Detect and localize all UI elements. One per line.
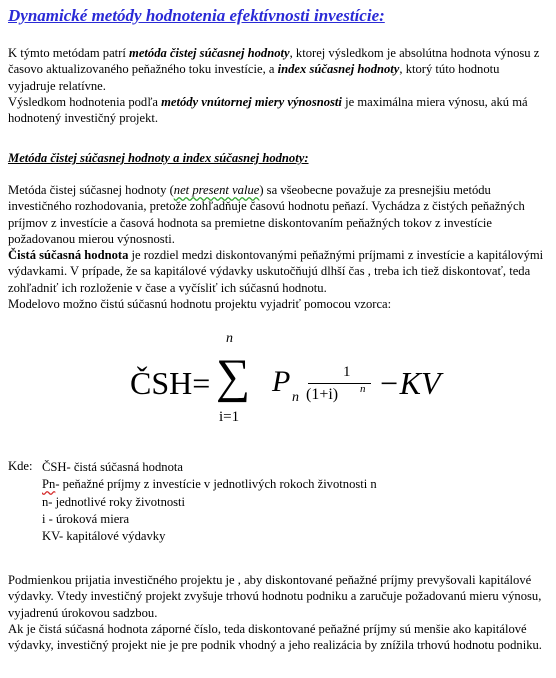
section-heading: Metóda čistej súčasnej hodnoty a index súčasnej hodnoty: bbox=[8, 151, 309, 165]
intro-paragraph-2 bbox=[8, 94, 543, 127]
legend-label: Kde: bbox=[8, 459, 33, 473]
term-npv: Čistá súčasná hodnota bbox=[8, 248, 129, 263]
section-paragraph-1 bbox=[8, 182, 548, 247]
section-text: je rozdiel medzi diskontovanými peňažnými príjmami z investície a kapitálovými výdavkami. V prípade, že sa kapitálové výdavky uskutočňujú dlhší čas , treba ich tiež diskontovať, teda zohľadniť ich rozloženie v čase a vyčísliť ich súčasnú hodnotu. bbox=[8, 248, 544, 295]
sum-upper-limit: n bbox=[226, 331, 233, 346]
conclusion-block bbox=[8, 572, 548, 653]
section-block bbox=[8, 182, 548, 312]
sum-lower-limit: i=1 bbox=[219, 409, 240, 425]
legend-item: Pn- peňažné príjmy z investície v jednotlivých rokoch životnosti n bbox=[42, 477, 377, 492]
conclusion-paragraph-1: Podmienkou prijatia investičného projektu je , aby diskontované peňažné príjmy prevyšovali kapitálové výdavky. Vtedy investičný projekt zvyšuje trhovú hodnotu podniku a zaručuje požadovanú mieru výnosu, vyjadrenú úrokovou sadzbou. bbox=[8, 573, 542, 620]
page-title: Dynamické metódy hodnotenia efektívnosti investície: bbox=[8, 6, 385, 25]
legend-item: i - úroková miera bbox=[42, 511, 130, 526]
formula-lhs: ČSH= bbox=[130, 365, 211, 401]
intro-text: Výsledkom hodnotenia podľa bbox=[8, 94, 162, 109]
formula-kv: −KV bbox=[378, 365, 441, 401]
denominator-exponent: n bbox=[360, 383, 366, 395]
intro-paragraph-1 bbox=[8, 45, 543, 94]
intro-text: K týmto metódam patrí bbox=[8, 46, 130, 60]
formula-p: P bbox=[272, 365, 291, 398]
legend-list bbox=[42, 459, 377, 545]
section-text: ) sa všeobecne považuje za presnejšiu metódu investičného rozhodovania, pretože zohľadňuje časovú hodnotu peňazí. Vychádza z čistých peňažných príjmov z investície a časová hodnota sa premietne diskontovaním peňažných tokov z investície požadovanou mierou výnosnosti. bbox=[8, 183, 525, 246]
section-paragraph-3: Modelovo možno čistú súčasnú hodnotu projektu vyjadriť pomocou vzorca: bbox=[8, 297, 392, 312]
section-paragraph-2 bbox=[8, 247, 548, 296]
sum-symbol: ∑ bbox=[216, 350, 251, 403]
conclusion-paragraph-2: Ak je čistá súčasná hodnota záporné číslo, teda diskontované peňažné príjmy sú menšie ako kapitálové výdavky, investičný projekt nie je pre podnik vhodný a jeho realizácia by znížila trhovú hodnotu podniku. bbox=[8, 621, 542, 653]
term-net-present-value: net present value bbox=[173, 183, 260, 197]
intro-block bbox=[8, 45, 543, 126]
section-text: Metóda čistej súčasnej hodnoty ( bbox=[8, 183, 174, 197]
formula-p-subscript: n bbox=[292, 390, 299, 405]
npv-formula bbox=[130, 331, 441, 440]
legend-item: ČSH- čistá súčasná hodnota bbox=[42, 460, 183, 474]
legend-item: n- jednotlivé roky životnosti bbox=[42, 494, 186, 509]
intro-text: je maximálna miera výnosu, akú má hodnotený investičný projekt. bbox=[8, 94, 528, 126]
fraction-numerator: 1 bbox=[343, 364, 351, 380]
term-irr-method: metódy vnútornej miery výnosnosti bbox=[161, 94, 342, 109]
fraction-denominator: (1+i) bbox=[306, 386, 339, 403]
intro-text: , ktorý túto hodnotu vyjadruje relatívne. bbox=[8, 62, 500, 93]
intro-text: , ktorej výsledkom je absolútna hodnota výnosu z časovo aktualizovaného peňažného toku investície, a bbox=[8, 46, 540, 77]
term-pv-index: index súčasnej hodnoty bbox=[277, 62, 400, 77]
legend-item: KV- kapitálové výdavky bbox=[42, 529, 166, 544]
term-npv-method: metóda čistej súčasnej hodnoty bbox=[129, 46, 290, 60]
